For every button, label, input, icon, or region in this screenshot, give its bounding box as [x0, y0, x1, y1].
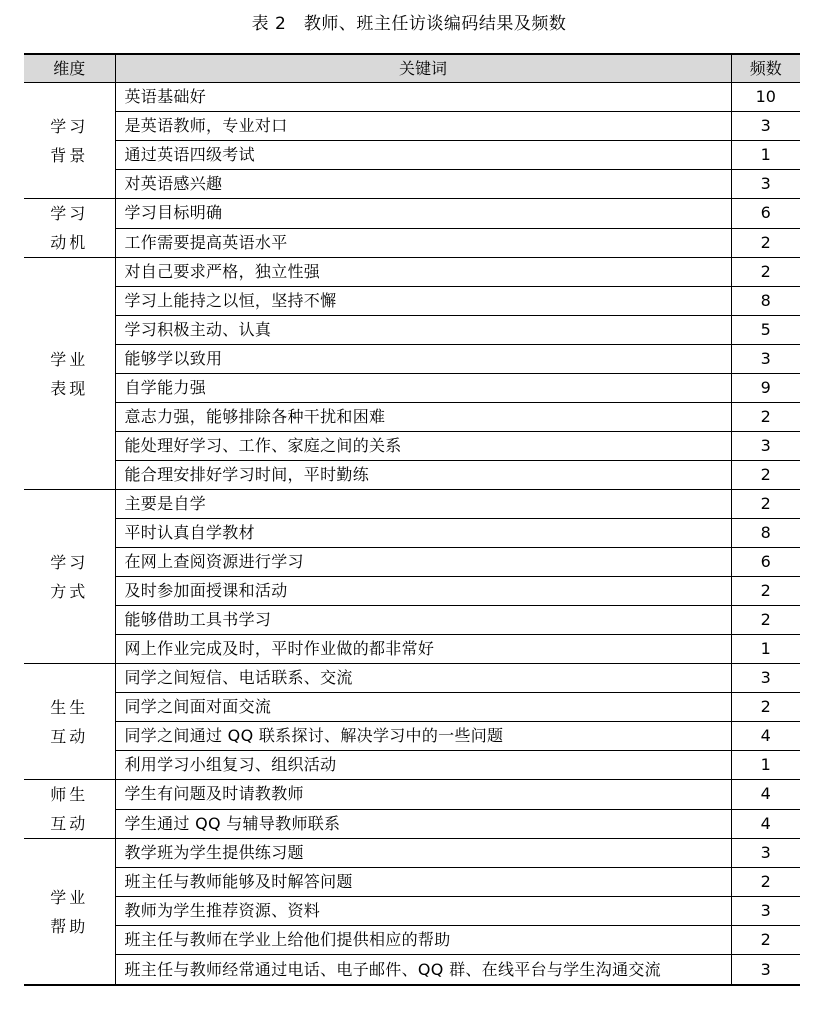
dimension-cell: [24, 258, 115, 490]
frequency-cell: 3: [731, 432, 800, 461]
table-row: [24, 374, 800, 403]
keyword-cell: 主要是自学: [115, 490, 731, 519]
table-row: [24, 287, 800, 316]
frequency-cell: 3: [731, 839, 800, 868]
dimension-label-line: 生生: [50, 697, 89, 717]
table-row: [24, 432, 800, 461]
frequency-cell: 2: [731, 258, 800, 287]
dimension-label-line: 互动: [50, 814, 89, 833]
keyword-cell: 对英语感兴趣: [115, 170, 731, 199]
table-row: [24, 897, 800, 926]
frequency-cell: 3: [731, 170, 800, 199]
keyword-cell: 同学之间通过 QQ 联系探讨、解决学习中的一些问题: [115, 722, 731, 751]
frequency-cell: 8: [731, 519, 800, 548]
frequency-cell: 2: [731, 868, 800, 897]
keyword-cell: 自学能力强: [115, 374, 731, 403]
table-row: [24, 839, 800, 868]
keyword-cell: 学习目标明确: [115, 199, 731, 229]
table-row: [24, 519, 800, 548]
frequency-cell: 2: [731, 606, 800, 635]
frequency-cell: 4: [731, 809, 800, 839]
table-row: [24, 955, 800, 986]
table-header-row: [24, 54, 800, 83]
table-row: [24, 199, 800, 229]
keyword-cell: 学生通过 QQ 与辅导教师联系: [115, 809, 731, 839]
table-row: [24, 926, 800, 955]
header-keyword: 关键词: [115, 54, 731, 83]
table-row: [24, 751, 800, 780]
frequency-cell: 2: [731, 403, 800, 432]
dimension-label-line: 背景: [50, 145, 89, 165]
table-row: [24, 258, 800, 287]
table-row: [24, 809, 800, 839]
frequency-cell: 3: [731, 664, 800, 693]
frequency-cell: 2: [731, 926, 800, 955]
dimension-cell: [24, 83, 115, 199]
keyword-cell: 及时参加面授课和活动: [115, 577, 731, 606]
frequency-cell: 8: [731, 287, 800, 316]
keyword-cell: 工作需要提高英语水平: [115, 228, 731, 258]
frequency-cell: 4: [731, 722, 800, 751]
frequency-cell: 6: [731, 199, 800, 229]
dimension-label-line: 表现: [50, 378, 89, 398]
table-row: [24, 693, 800, 722]
dimension-cell: [24, 490, 115, 664]
keyword-cell: 网上作业完成及时，平时作业做的都非常好: [115, 635, 731, 664]
keyword-cell: 班主任与教师能够及时解答问题: [115, 868, 731, 897]
dimension-label-line: 学业: [50, 349, 89, 369]
keyword-cell: 能够借助工具书学习: [115, 606, 731, 635]
dimension-label-line: 学习: [50, 552, 89, 572]
frequency-cell: 2: [731, 228, 800, 258]
keyword-cell: 能处理好学习、工作、家庭之间的关系: [115, 432, 731, 461]
keyword-cell: 同学之间面对面交流: [115, 693, 731, 722]
frequency-cell: 3: [731, 897, 800, 926]
dimension-cell: [24, 664, 115, 780]
dimension-label-line: 方式: [50, 581, 89, 601]
frequency-cell: 3: [731, 345, 800, 374]
table-row: [24, 112, 800, 141]
keyword-cell: 通过英语四级考试: [115, 141, 731, 170]
dimension-label-line: 帮助: [50, 916, 89, 936]
dimension-cell: [24, 839, 115, 986]
keyword-cell: 学习积极主动、认真: [115, 316, 731, 345]
header-frequency: 频数: [731, 54, 800, 83]
keyword-cell: 利用学习小组复习、组织活动: [115, 751, 731, 780]
table-row: [24, 316, 800, 345]
table-row: [24, 461, 800, 490]
frequency-cell: 3: [731, 112, 800, 141]
keyword-cell: 是英语教师，专业对口: [115, 112, 731, 141]
table-row: [24, 83, 800, 112]
frequency-cell: 2: [731, 693, 800, 722]
table-row: [24, 577, 800, 606]
frequency-cell: 2: [731, 461, 800, 490]
table-row: [24, 548, 800, 577]
frequency-cell: 1: [731, 141, 800, 170]
dimension-label-line: 动机: [50, 233, 89, 252]
table-row: [24, 635, 800, 664]
dimension-cell: [24, 199, 115, 258]
frequency-cell: 9: [731, 374, 800, 403]
frequency-cell: 1: [731, 635, 800, 664]
frequency-cell: 2: [731, 577, 800, 606]
keyword-cell: 教师为学生推荐资源、资料: [115, 897, 731, 926]
table-row: [24, 345, 800, 374]
frequency-cell: 4: [731, 780, 800, 810]
table-body: [24, 83, 800, 986]
dimension-label-line: 互动: [50, 726, 89, 746]
frequency-cell: 5: [731, 316, 800, 345]
keyword-cell: 班主任与教师经常通过电话、电子邮件、QQ 群、在线平台与学生沟通交流: [115, 955, 731, 986]
table-row: [24, 722, 800, 751]
keyword-cell: 能够学以致用: [115, 345, 731, 374]
dimension-label-line: 学业: [50, 887, 89, 907]
table-caption: 表 2 教师、班主任访谈编码结果及频数: [251, 14, 567, 34]
keyword-cell: 同学之间短信、电话联系、交流: [115, 664, 731, 693]
keyword-cell: 班主任与教师在学业上给他们提供相应的帮助: [115, 926, 731, 955]
coding-frequency-table: [24, 53, 800, 986]
keyword-cell: 在网上查阅资源进行学习: [115, 548, 731, 577]
frequency-cell: 3: [731, 955, 800, 986]
table-row: [24, 868, 800, 897]
keyword-cell: 学习上能持之以恒，坚持不懈: [115, 287, 731, 316]
frequency-cell: 6: [731, 548, 800, 577]
keyword-cell: 英语基础好: [115, 83, 731, 112]
frequency-cell: 10: [731, 83, 800, 112]
keyword-cell: 平时认真自学教材: [115, 519, 731, 548]
keyword-cell: 能合理安排好学习时间，平时勤练: [115, 461, 731, 490]
table-row: [24, 490, 800, 519]
keyword-cell: 对自己要求严格，独立性强: [115, 258, 731, 287]
dimension-label-line: 学习: [50, 116, 89, 136]
table-row: [24, 141, 800, 170]
table-row: [24, 664, 800, 693]
table-row: [24, 606, 800, 635]
keyword-cell: 学生有问题及时请教教师: [115, 780, 731, 810]
table-row: [24, 403, 800, 432]
dimension-cell: [24, 780, 115, 839]
keyword-cell: 教学班为学生提供练习题: [115, 839, 731, 868]
dimension-label-line: 师生: [50, 785, 89, 804]
keyword-cell: 意志力强，能够排除各种干扰和困难: [115, 403, 731, 432]
header-dimension: 维度: [24, 54, 115, 83]
table-row: [24, 780, 800, 810]
frequency-cell: 1: [731, 751, 800, 780]
dimension-label-line: 学习: [50, 204, 89, 223]
table-row: [24, 170, 800, 199]
table-row: [24, 228, 800, 258]
frequency-cell: 2: [731, 490, 800, 519]
